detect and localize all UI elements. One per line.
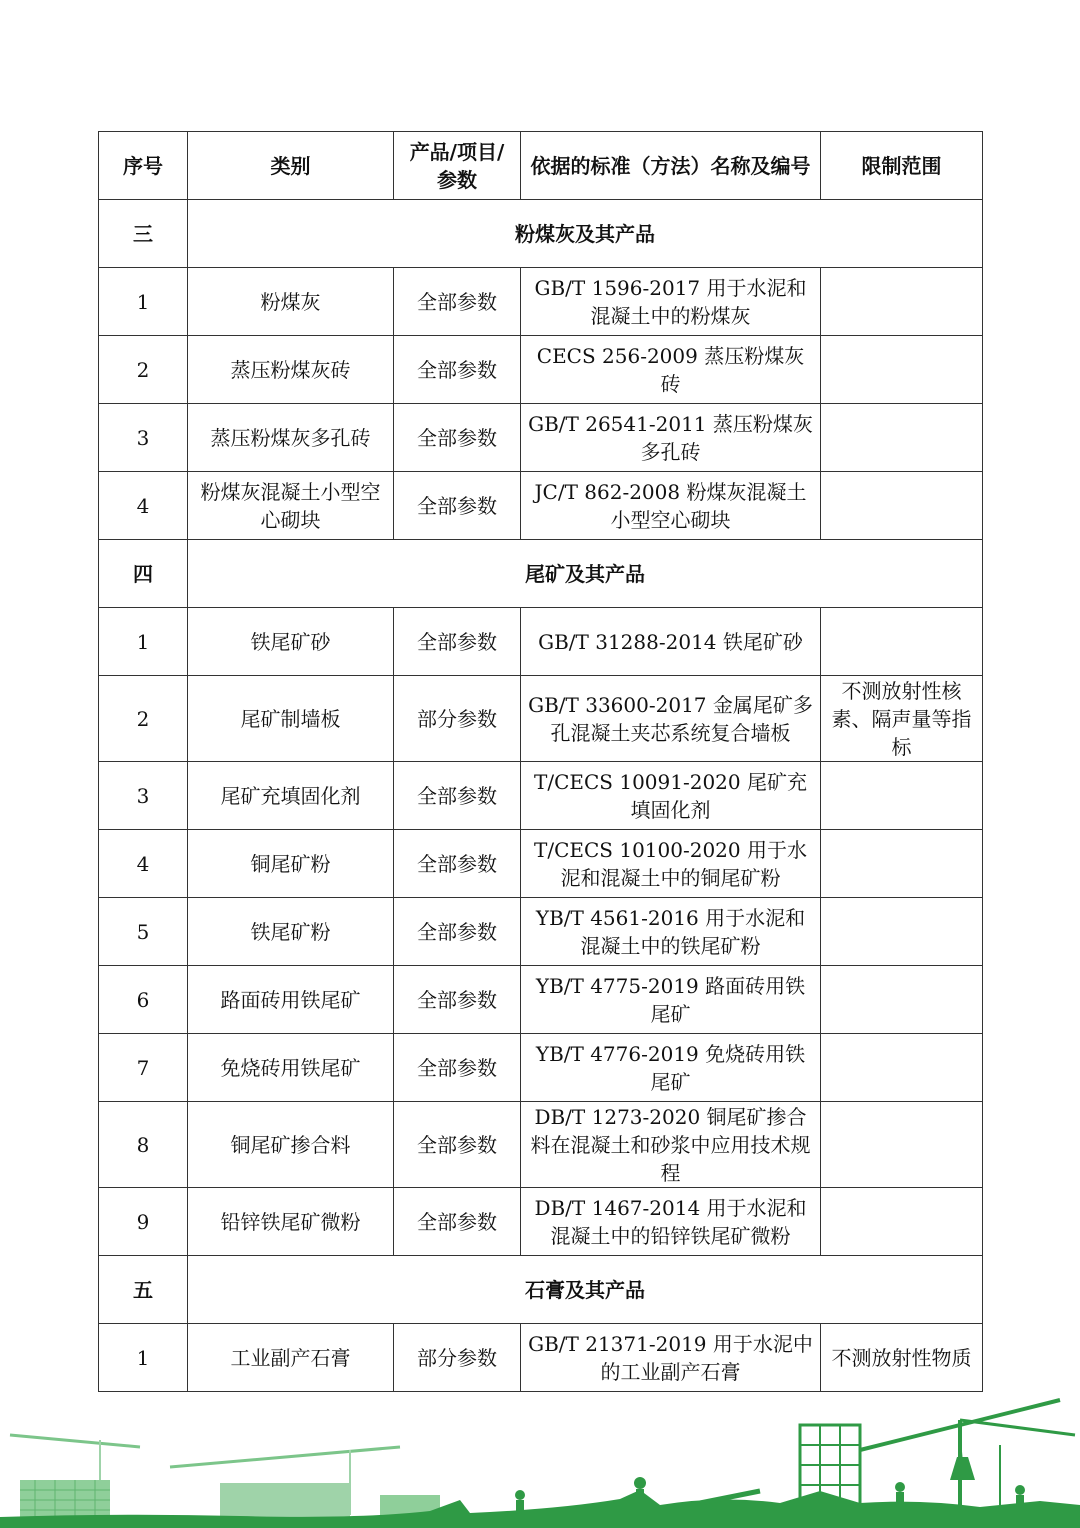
table-row (99, 336, 983, 404)
row-category: 铅锌铁尾矿微粉 (188, 1188, 394, 1256)
table-row (99, 966, 983, 1034)
row-category: 铁尾矿砂 (188, 608, 394, 676)
section-row (99, 540, 983, 608)
section-row (99, 200, 983, 268)
section-title: 尾矿及其产品 (188, 540, 983, 608)
header-standard: 依据的标准（方法）名称及编号 (521, 132, 821, 200)
row-number: 2 (99, 336, 188, 404)
row-standard: YB/T 4776-2019 免烧砖用铁尾矿 (521, 1034, 821, 1102)
row-limit (821, 1188, 983, 1256)
section-number: 五 (99, 1256, 188, 1324)
row-limit (821, 336, 983, 404)
row-standard: GB/T 31288-2014 铁尾矿砂 (521, 608, 821, 676)
row-product: 全部参数 (394, 472, 521, 540)
standards-table (98, 131, 983, 1392)
row-product: 全部参数 (394, 1102, 521, 1188)
row-category: 免烧砖用铁尾矿 (188, 1034, 394, 1102)
row-standard: T/CECS 10100-2020 用于水泥和混凝土中的铜尾矿粉 (521, 830, 821, 898)
row-category: 尾矿充填固化剂 (188, 762, 394, 830)
row-category: 铁尾矿粉 (188, 898, 394, 966)
row-limit (821, 472, 983, 540)
row-limit (821, 898, 983, 966)
row-limit (821, 830, 983, 898)
row-category: 铜尾矿掺合料 (188, 1102, 394, 1188)
row-number: 7 (99, 1034, 188, 1102)
row-number: 1 (99, 1324, 188, 1392)
table-row (99, 898, 983, 966)
table-row (99, 404, 983, 472)
row-limit (821, 608, 983, 676)
row-number: 9 (99, 1188, 188, 1256)
header-no: 序号 (99, 132, 188, 200)
row-number: 6 (99, 966, 188, 1034)
table-row (99, 472, 983, 540)
row-number: 4 (99, 830, 188, 898)
row-product: 全部参数 (394, 608, 521, 676)
table-body (99, 200, 983, 1392)
row-category: 尾矿制墙板 (188, 676, 394, 762)
row-limit (821, 966, 983, 1034)
row-standard: JC/T 862-2008 粉煤灰混凝土小型空心砌块 (521, 472, 821, 540)
row-limit: 不测放射性核素、隔声量等指标 (821, 676, 983, 762)
row-product: 部分参数 (394, 1324, 521, 1392)
row-limit: 不测放射性物质 (821, 1324, 983, 1392)
section-title: 石膏及其产品 (188, 1256, 983, 1324)
row-product: 全部参数 (394, 762, 521, 830)
section-number: 四 (99, 540, 188, 608)
row-standard: GB/T 1596-2017 用于水泥和混凝土中的粉煤灰 (521, 268, 821, 336)
section-number: 三 (99, 200, 188, 268)
row-number: 4 (99, 472, 188, 540)
row-product: 全部参数 (394, 1188, 521, 1256)
row-product: 全部参数 (394, 898, 521, 966)
row-product: 全部参数 (394, 336, 521, 404)
table-row (99, 830, 983, 898)
row-standard: DB/T 1273-2020 铜尾矿掺合料在混凝土和砂浆中应用技术规程 (521, 1102, 821, 1188)
construction-skyline-banner (0, 1395, 1080, 1528)
row-product: 全部参数 (394, 830, 521, 898)
header-row (99, 132, 983, 200)
table-row (99, 1188, 983, 1256)
row-standard: GB/T 26541-2011 蒸压粉煤灰多孔砖 (521, 404, 821, 472)
table-row (99, 1324, 983, 1392)
row-number: 8 (99, 1102, 188, 1188)
row-number: 1 (99, 268, 188, 336)
row-number: 2 (99, 676, 188, 762)
row-limit (821, 268, 983, 336)
row-limit (821, 1034, 983, 1102)
table-row (99, 608, 983, 676)
row-standard: DB/T 1467-2014 用于水泥和混凝土中的铅锌铁尾矿微粉 (521, 1188, 821, 1256)
row-product: 全部参数 (394, 966, 521, 1034)
row-limit (821, 1102, 983, 1188)
row-product: 全部参数 (394, 1034, 521, 1102)
row-category: 粉煤灰 (188, 268, 394, 336)
section-title: 粉煤灰及其产品 (188, 200, 983, 268)
row-category: 粉煤灰混凝土小型空心砌块 (188, 472, 394, 540)
row-category: 工业副产石膏 (188, 1324, 394, 1392)
row-category: 蒸压粉煤灰砖 (188, 336, 394, 404)
table-row (99, 676, 983, 762)
row-number: 5 (99, 898, 188, 966)
table-row (99, 1102, 983, 1188)
row-standard: YB/T 4775-2019 路面砖用铁尾矿 (521, 966, 821, 1034)
row-category: 铜尾矿粉 (188, 830, 394, 898)
header-limit: 限制范围 (821, 132, 983, 200)
header-category: 类别 (188, 132, 394, 200)
table-row (99, 268, 983, 336)
table-row (99, 1034, 983, 1102)
row-product: 全部参数 (394, 404, 521, 472)
row-standard: YB/T 4561-2016 用于水泥和混凝土中的铁尾矿粉 (521, 898, 821, 966)
row-category: 蒸压粉煤灰多孔砖 (188, 404, 394, 472)
row-product: 全部参数 (394, 268, 521, 336)
row-number: 1 (99, 608, 188, 676)
row-standard: T/CECS 10091-2020 尾矿充填固化剂 (521, 762, 821, 830)
row-standard: GB/T 21371-2019 用于水泥中的工业副产石膏 (521, 1324, 821, 1392)
table-row (99, 762, 983, 830)
row-standard: GB/T 33600-2017 金属尾矿多孔混凝土夹芯系统复合墙板 (521, 676, 821, 762)
row-standard: CECS 256-2009 蒸压粉煤灰砖 (521, 336, 821, 404)
row-limit (821, 762, 983, 830)
section-row (99, 1256, 983, 1324)
row-number: 3 (99, 404, 188, 472)
row-product: 部分参数 (394, 676, 521, 762)
header-product: 产品/项目/参数 (394, 132, 521, 200)
row-category: 路面砖用铁尾矿 (188, 966, 394, 1034)
row-number: 3 (99, 762, 188, 830)
row-limit (821, 404, 983, 472)
